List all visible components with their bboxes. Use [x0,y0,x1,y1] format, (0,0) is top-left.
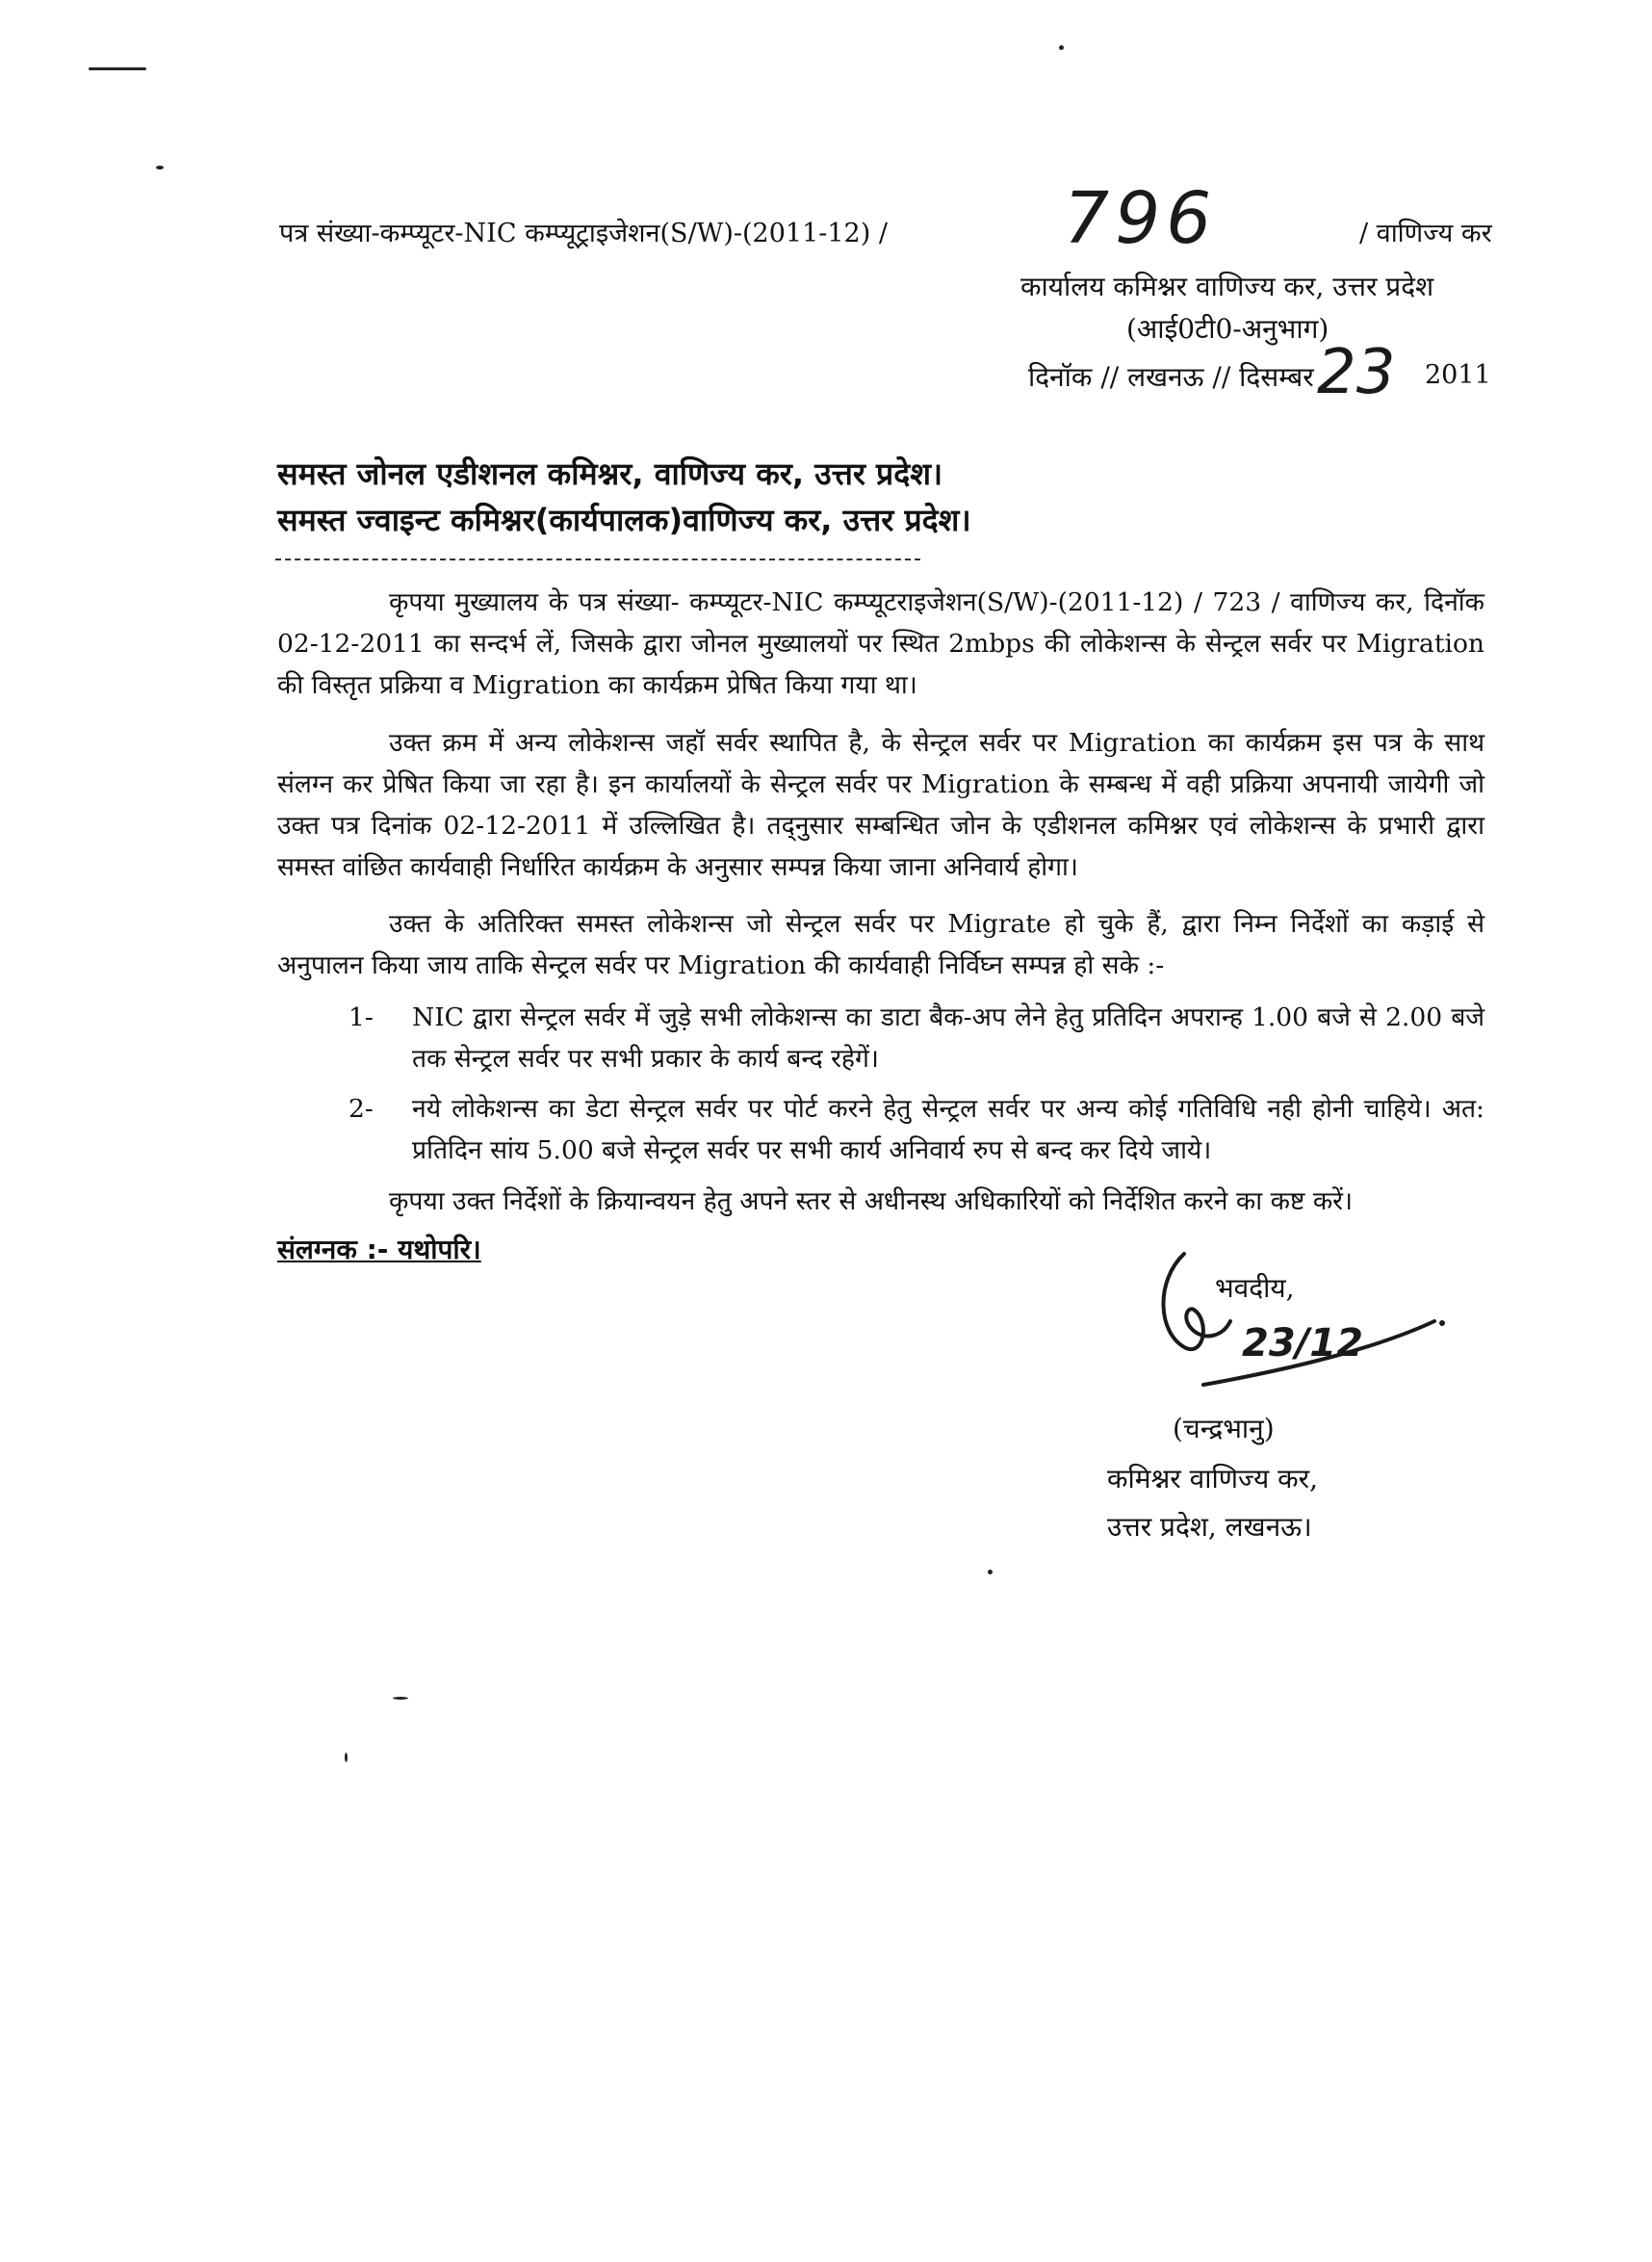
date-year: 2011 [1425,360,1491,390]
instruction-number: 2- [348,1094,374,1124]
addressee-line-1: समस्त जोनल एडीशनल कमिश्नर, वाणिज्य कर, उत्तर प्रदेश। [277,455,943,492]
date-line: दिनॉक // लखनऊ // दिसम्बर [1028,361,1314,393]
closing-request: कृपया उक्त निर्देशों के क्रियान्वयन हेतु अपने स्तर से अधीनस्थ अधिकारियों को निर्देशित करने का कष्ट करें। [389,1186,1354,1216]
scan-mark [89,67,146,70]
handwritten-letter-number: 796 [1064,177,1218,260]
separator-rule [275,559,920,560]
instruction-number: 1- [348,1002,374,1032]
salutation: भवदीय, [1215,1272,1295,1304]
scan-mark [156,166,164,169]
reference-number-suffix: / वाणिज्य कर [1359,219,1492,248]
enclosure-note: संलग्नक :- यथोपरि। [277,1234,481,1265]
scan-mark [345,1753,348,1762]
handwritten-date-day: 23 [1317,337,1396,408]
scan-mark [393,1697,408,1700]
signatory-designation: कमिश्नर वाणिज्य कर, [1107,1463,1318,1495]
body-paragraph-2: उक्त क्रम में अन्य लोकेशन्स जहॉ सर्वर स्थापित है, के सेन्ट्रल सर्वर पर Migration का कार्यक्रम इस पत्र के साथ संलग्न कर प्रेषित किया जा रहा है। इन कार्यालयों के सेन्ट्रल सर्वर पर Migration के सम्बन्ध में वही प्रक्रिया अपनायी जायेगी जो उक्त पत्र दिनांक 02-12-2011 में उल्लिखित है। तद्नुसार सम्बन्धित जोन के एडीशनल कमिश्नर एवं लोकेशन्स के प्रभारी द्वारा समस्त वांछित कार्यवाही निर्धारित कार्यक्रम के अनुसार सम्पन्न किया जाना अनिवार्य होगा। [277,728,1484,882]
body-paragraph-3: उक्त के अतिरिक्त समस्त लोकेशन्स जो सेन्ट्रल सर्वर पर Migrate हो चुके हैं, द्वारा निम्न निर्देशों का कड़ाई से अनुपालन किया जाय ताकि सेन्ट्रल सर्वर पर Migration की कार्यवाही निर्विघ्न सम्पन्न हो सके :- [277,909,1484,980]
signatory-place: उत्तर प्रदेश, लखनऊ। [1107,1511,1312,1543]
scan-mark [988,1570,993,1574]
reference-number-prefix: पत्र संख्या-कम्प्यूटर-NIC कम्प्यूट्राइजेशन(S/W)-(2011-12) / [279,219,888,248]
signatory-name: (चन्द्रभानु) [1173,1413,1275,1444]
signature-date: 23/12 [1242,1321,1363,1365]
instruction-text: नये लोकेशन्स का डेटा सेन्ट्रल सर्वर पर पोर्ट करने हेतु सेन्ट्रल सर्वर पर अन्य कोई गतिविधि नही होनी चाहिये। अत: प्रतिदिन सांय 5.00 बजे सेन्ट्रल सर्वर पर सभी कार्य अनिवार्य रुप से बन्द कर दिये जाये। [412,1094,1484,1165]
handwritten-signature [1146,1242,1463,1416]
scan-mark [1059,45,1064,50]
issuing-section: (आई0टी0-अनुभाग) [1126,313,1329,345]
issuing-office: कार्यालय कमिश्नर वाणिज्य कर, उत्तर प्रदेश [1020,271,1434,302]
addressee-line-2: समस्त ज्वाइन्ट कमिश्नर(कार्यपालक)वाणिज्य कर, उत्तर प्रदेश। [277,502,971,538]
body-paragraph-1: कृपया मुख्यालय के पत्र संख्या- कम्प्यूटर-NIC कम्प्यूटराइजेशन(S/W)-(2011-12) / 723 / वाणिज्य कर, दिनॉक 02-12-2011 का सन्दर्भ लें, जिसके द्वारा जोनल मुख्यालयों पर स्थित 2mbps की लोकेशन्स के सेन्ट्रल सर्वर पर Migration की विस्तृत प्रक्रिया व Migration का कार्यक्रम प्रेषित किया गया था। [277,587,1484,700]
instruction-text: NIC द्वारा सेन्ट्रल सर्वर में जुड़े सभी लोकेशन्स का डाटा बैक-अप लेने हेतु प्रतिदिन अपरान्ह 1.00 बजे से 2.00 बजे तक सेन्ट्रल सर्वर पर सभी प्रकार के कार्य बन्द रहेगें। [412,1002,1484,1074]
